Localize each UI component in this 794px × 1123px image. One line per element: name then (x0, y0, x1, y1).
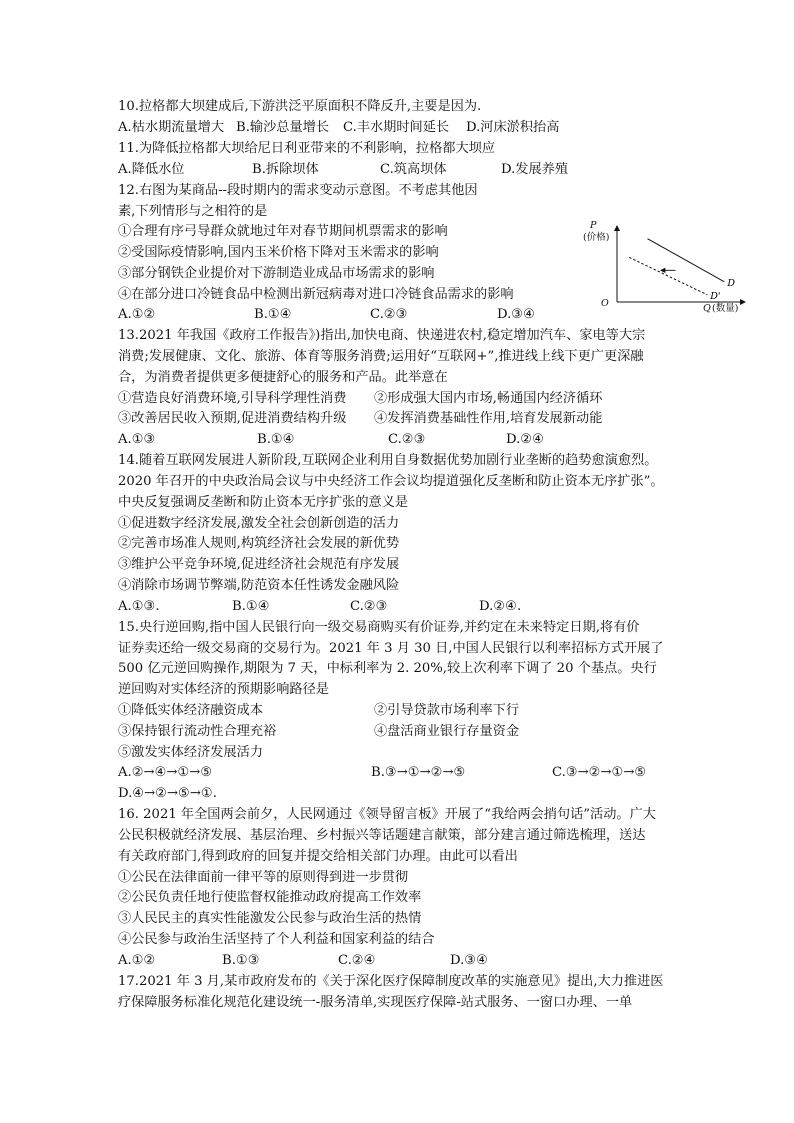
q12-item-4: ④在部分进口冷链食品中检测出新冠病毒对进口冷链食品需求的影响 (118, 287, 514, 302)
q11-option-b: B.拆除坝体 (252, 162, 319, 177)
q16-option-a: A.①② (118, 953, 156, 968)
q11-option-c: C.筑高坝体 (380, 162, 447, 177)
demand-curve-d-prime (629, 257, 707, 294)
q16-item-4: ④公民参与政治生活坚持了个人利益和国家利益的结合 (118, 932, 435, 947)
q10-option-a: A.枯水期流量增大 (118, 120, 225, 135)
q14-stem-line1: 14.随着互联网发展进人新阶段,互联网企业利用自身数据优势加剧行业垄断的趋势愈演愈烈。 (118, 453, 658, 468)
q15-item-1: ①降低实体经济融资成本 (118, 703, 264, 718)
q15-item-2: ②引导贷款市场利率下行 (374, 703, 520, 718)
q12-option-c: C.②③ (370, 307, 408, 322)
q12-stem-line2: 素,下列情形与之相符的是 (118, 204, 268, 219)
q15-item-3: ③保持银行流动性合理充裕 (118, 724, 277, 739)
q15-option-b: B.③→①→②→⑤ (371, 765, 466, 780)
q15-option-a: A.②→④→①→⑤ (118, 765, 213, 780)
q17-stem-line1: 17.2021 年 3 月,某市政府发布的《关于深化医疗保障制度改革的实施意见》提出,大力推进医 (118, 974, 664, 989)
demand-shift-chart (585, 222, 750, 320)
chart-y-label: P (590, 220, 597, 231)
q14-option-c: C.②③ (350, 599, 388, 614)
q13-item-4: ④发挥消费基础性作用,培育发展新动能 (374, 411, 603, 426)
q15-item-4: ④盘活商业银行存量资金 (374, 724, 520, 739)
q14-stem-line3: 中央反复强调反垄断和防止资本无序扩张的意义是 (118, 495, 409, 510)
q11-option-a: A.降低水位 (118, 162, 185, 177)
q15-stem-line2: 证券卖还给一级交易商的交易行为。2021 年 3 月 30 日,中国人民银行以利率招标方式开展了 (118, 641, 664, 656)
q16-option-d: D.③④ (450, 953, 488, 968)
demand-curve-label-d: D (727, 277, 735, 289)
q16-stem-line2: 公民积极就经济发展、基层治理、乡村振兴等话题建言献策，部分建言通过筛选梳理，送达 (118, 828, 646, 843)
q14-item-4: ④消除市场调节弊端,防范资本任性诱发金融风险 (118, 578, 400, 593)
q10-option-c: C.丰水期时间延长 (343, 120, 450, 135)
q14-option-a: A.①③. (118, 599, 160, 614)
q16-item-2: ②公民负责任地行使监督权能推动政府提高工作效率 (118, 890, 422, 905)
q11-option-d: D.发展养殖 (501, 162, 569, 177)
chart-y-unit: (价格) (583, 232, 610, 243)
q13-stem-line1: 13.2021 年我国《政府工作报告》)指出,加快电商、快递进农村,稳定增加汽车、家电等大宗 (118, 328, 646, 343)
q12-option-b: B.①④ (254, 307, 292, 322)
demand-curve-label-d-prime: D' (710, 290, 721, 302)
q15-stem-line1: 15.央行逆回购,指中国人民银行向一级交易商购买有价证券,并约定在未来特定日期,将有价 (118, 620, 640, 635)
q14-item-1: ①促进数字经济发展,激发全社会创新创造的活力 (118, 516, 400, 531)
q12-option-d: D.③④ (497, 307, 535, 322)
q15-option-c: C.③→②→①→⑤ (552, 765, 647, 780)
q12-stem-line1: 12.右图为某商品--段时期内的需求变动示意图。不考虑其他因 (118, 183, 478, 198)
chart-plot (585, 222, 750, 320)
q10-option-d: D.河床淤积抬高 (466, 120, 560, 135)
q13-option-a: A.①③ (118, 432, 156, 447)
q15-stem-line3: 500 亿元逆回购操作,期限为 7 天，中标利率为 2. 20%,较上次利率下调了 20 个基点。央行 (118, 661, 657, 676)
q14-item-3: ③维护公平竞争环境,促进经济社会规范有序发展 (118, 557, 400, 572)
q16-stem-line1: 16. 2021 年全国两会前夕，人民网通过《领导留言板》开展了“我给两会捎句话”活动。广大 (118, 807, 656, 822)
q12-option-a: A.①② (118, 307, 156, 322)
chart-x-unit: (数量) (712, 303, 739, 314)
q13-stem-line3: 合，为消费者提供更多便捷舒心的服务和产品。此举意在 (118, 370, 448, 385)
q12-item-2: ②受国际疫情影响,国内玉米价格下降对玉米需求的影响 (118, 245, 439, 260)
q12-item-3: ③部分钢铁企业提价对下游制造业成品市场需求的影响 (118, 266, 435, 281)
q13-stem-line2: 消费;发展健康、文化、旅游、体育等服务消费;运用好“互联网+”,推进线上线下更广更深融 (118, 349, 644, 364)
q14-option-d: D.②④. (479, 599, 522, 614)
q12-item-1: ①合理有序弓导群众就地过年对春节期间机票需求的影响 (118, 224, 448, 239)
q14-stem-line2: 2020 年召开的中央政治局会议与中央经济工作会议均提道强化反垄断和防止资本无序扩张”。 (118, 474, 664, 489)
q15-item-5: ⑤激发实体经济发展活力 (118, 745, 264, 760)
q16-option-c: C.②④ (338, 953, 376, 968)
q15-option-d: D.④→②→⑤→①. (118, 786, 217, 801)
q16-item-1: ①公民在法律面前一律平等的原则得到进一步贯彻 (118, 870, 409, 885)
q13-option-c: C.②③ (388, 432, 426, 447)
q17-stem-line2: 疗保障服务标准化规范化建设统一-服务清单,实现医疗保障-站式服务、一窗口办理、一单 (118, 995, 633, 1010)
q13-item-2: ②形成强大国内市场,畅通国内经济循环 (374, 391, 603, 406)
chart-origin-label: O (601, 298, 609, 309)
q13-item-1: ①营造良好消费环境,引导科学理性消费 (118, 391, 347, 406)
q11-stem: 11.为降低拉格都大坝给尼日利亚带来的不利影响，拉格都大坝应 (118, 141, 496, 156)
q14-item-2: ②完善市场准人规则,构筑经济社会发展的新优势 (118, 536, 400, 551)
q14-option-b: B.①④ (232, 599, 270, 614)
q13-item-3: ③改善居民收入预期,促进消费结构升级 (118, 411, 347, 426)
q10-stem: 10.拉格都大坝建成后,下游洪泛平原面积不降反升,主要是因为. (118, 99, 482, 114)
q16-stem-line3: 有关政府部门,得到政府的回复并提交给相关部门办理。由此可以看出 (118, 849, 518, 864)
q13-option-d: D.②④ (506, 432, 544, 447)
q13-option-b: B.①④ (257, 432, 295, 447)
q16-option-b: B.①③ (222, 953, 260, 968)
chart-x-label: Q (703, 303, 711, 314)
q15-stem-line4: 逆回购对实体经济的预期影响路径是 (118, 682, 329, 697)
demand-curve-d (648, 239, 725, 282)
q16-item-3: ③人民民主的真实性能激发公民参与政治生活的热情 (118, 911, 422, 926)
q10-option-b: B.输沙总量增长 (236, 120, 330, 135)
